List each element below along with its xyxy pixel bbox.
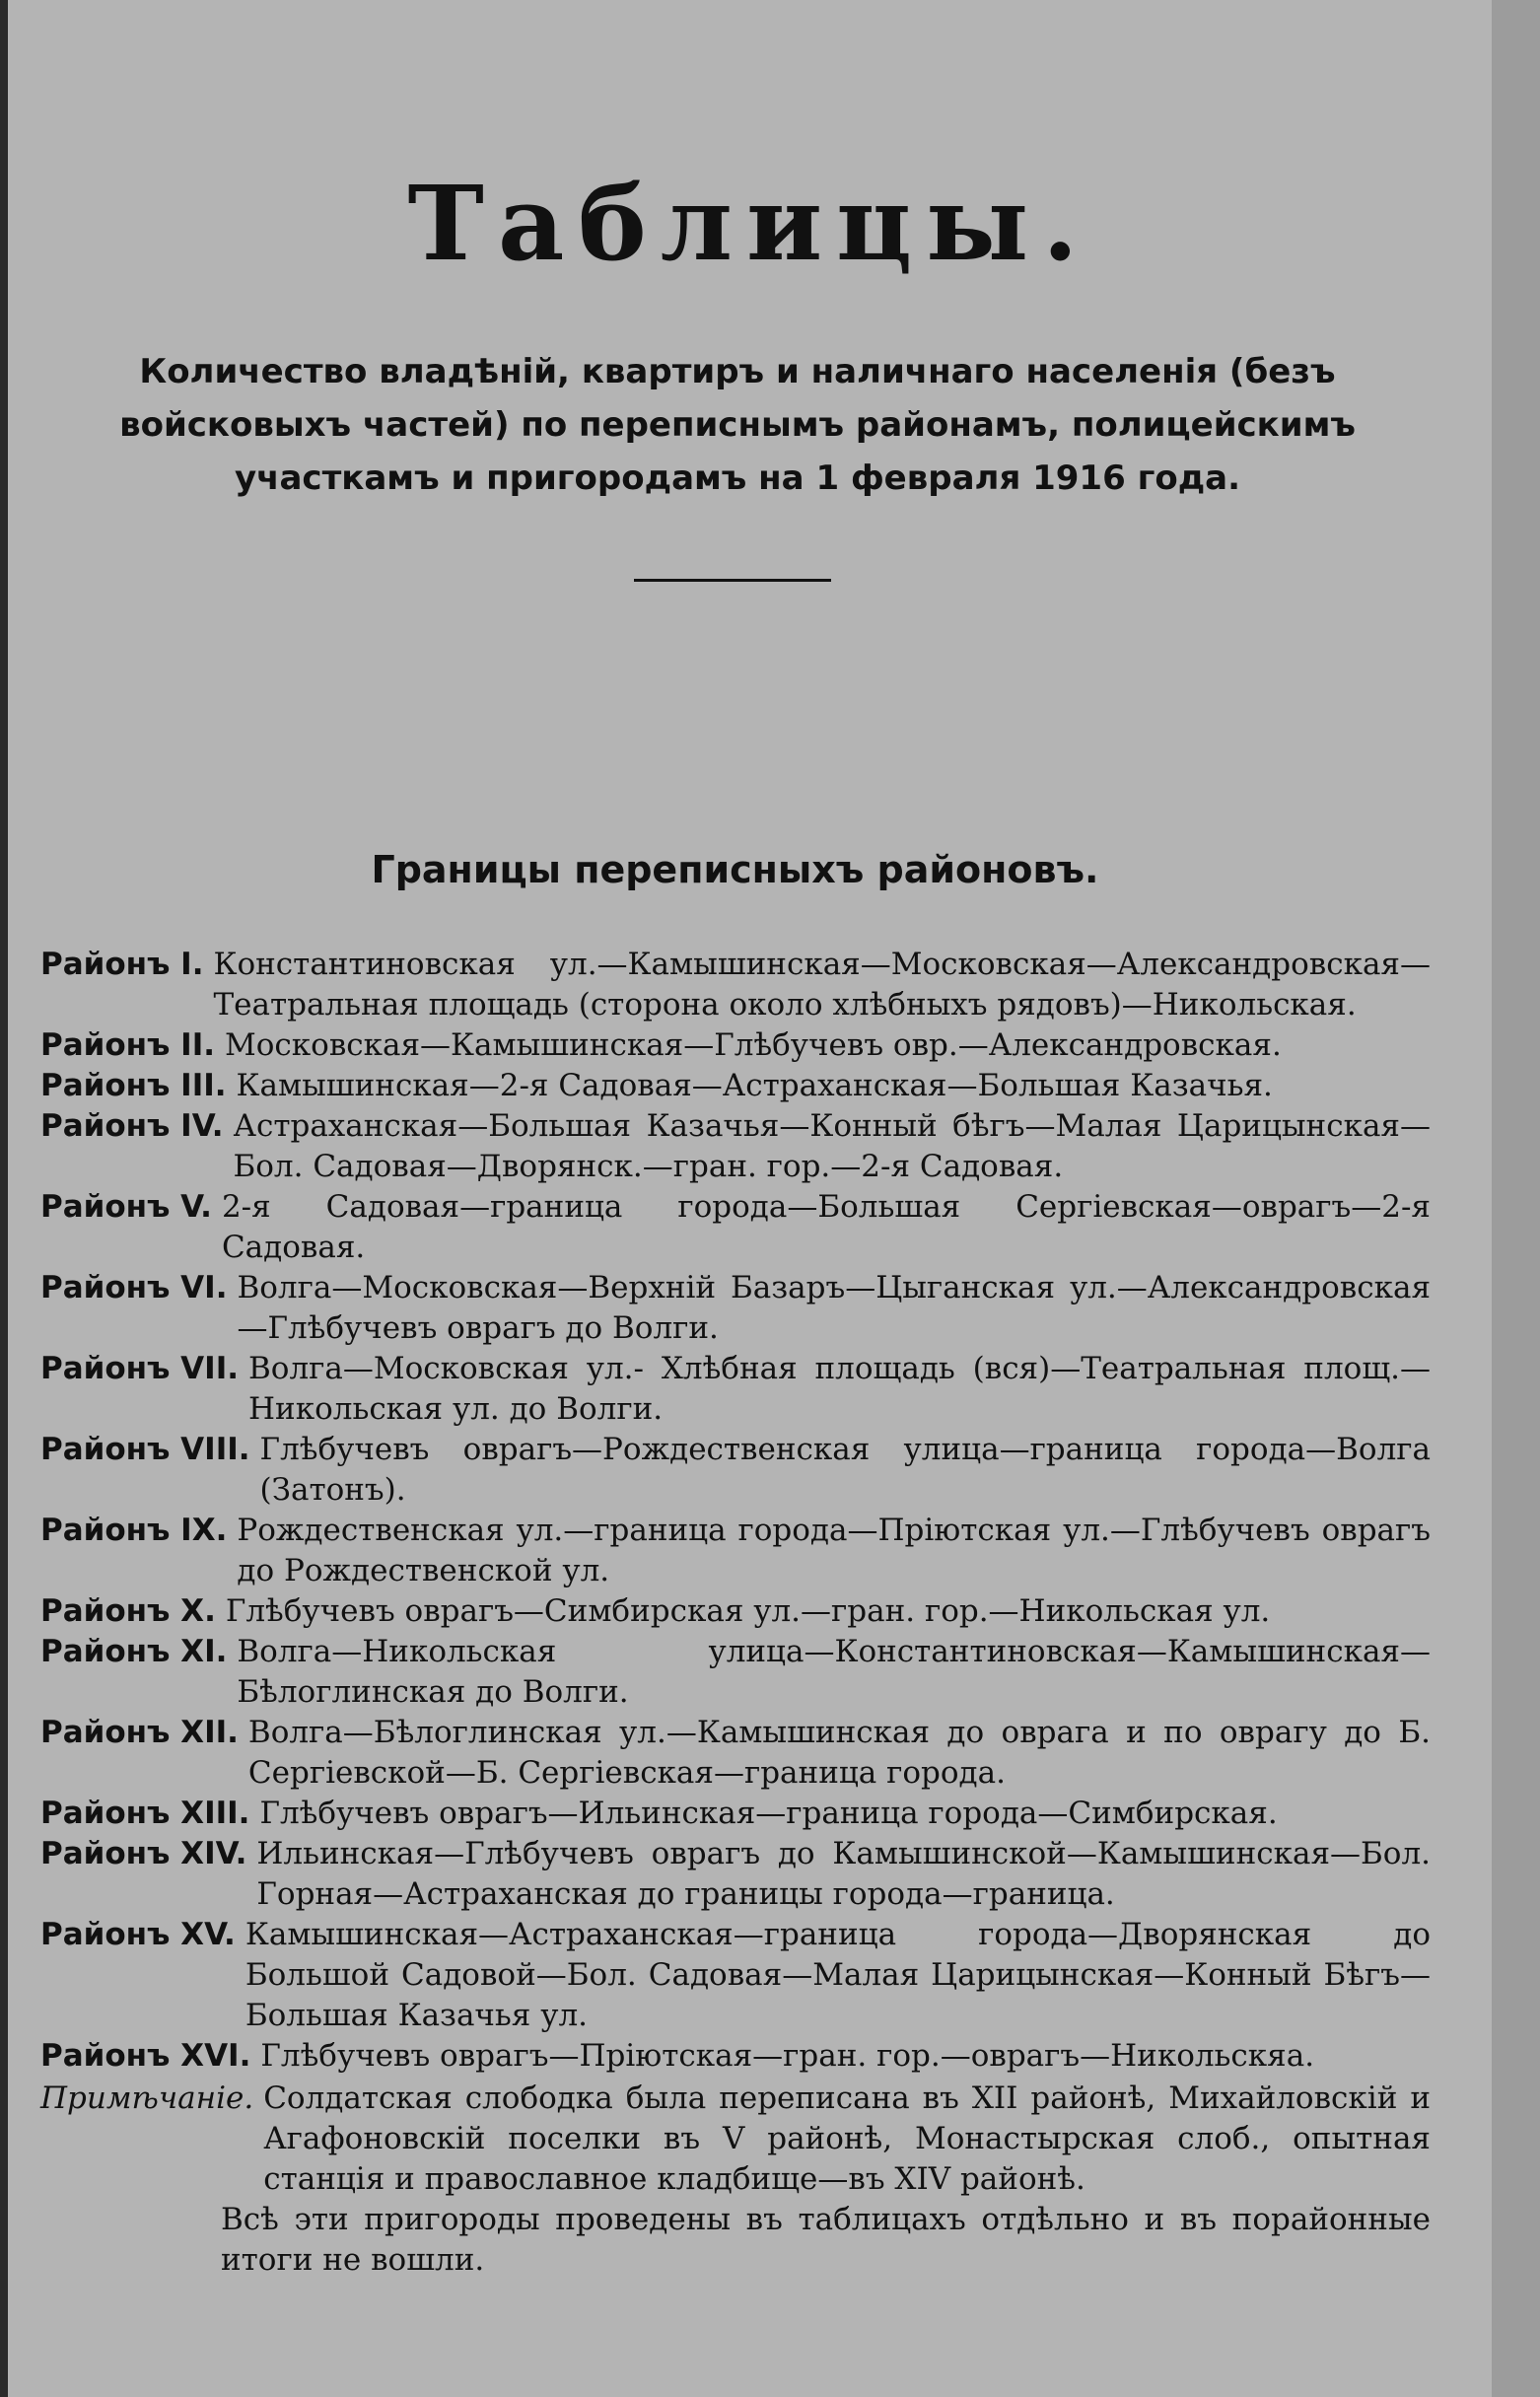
district-label: Районъ V. xyxy=(40,1189,212,1225)
district-boundaries: Ильинская—Глѣбучевъ оврагъ до Камышинской—Камышинская—Бол. Горная—Астраханская до границы города—граница. xyxy=(256,1836,1431,1912)
district-label: Районъ IX. xyxy=(40,1513,228,1548)
district-list xyxy=(40,945,1431,2281)
district-row xyxy=(40,1106,1431,1187)
district-row xyxy=(40,1430,1431,1511)
district-boundaries: Рождественская ул.—граница города—Пріютская ул.—Глѣбучевъ оврагъ до Рождественской ул. xyxy=(237,1513,1431,1588)
footnote-text: Солдатская слободка была переписана въ XII районѣ, Михайловскій и Агафоновскій поселки въ V районѣ, Монастырская слоб., опытная станція и православное кладбище—въ XIV районѣ. xyxy=(263,2080,1431,2197)
district-row xyxy=(40,1915,1431,2036)
page-title: Таблицы. xyxy=(407,163,1092,284)
footnote xyxy=(40,2079,1431,2200)
district-row xyxy=(40,1794,1431,1834)
district-boundaries: Глѣбучевъ оврагъ—Ильинская—граница города—Симбирская. xyxy=(259,1796,1278,1831)
district-label: Районъ III. xyxy=(40,1068,227,1103)
district-row xyxy=(40,1511,1431,1591)
district-boundaries: Волга—Московская ул.- Хлѣбная площадь (вся)—Театральная площ.—Никольская ул. до Волги. xyxy=(248,1351,1431,1427)
district-label: Районъ XII. xyxy=(40,1715,239,1750)
district-label: Районъ XIII. xyxy=(40,1796,250,1831)
district-row xyxy=(40,1632,1431,1713)
district-label: Районъ VIII. xyxy=(40,1432,250,1467)
district-row xyxy=(40,1349,1431,1430)
divider-rule xyxy=(634,579,831,582)
district-label: Районъ II. xyxy=(40,1027,216,1063)
district-row xyxy=(40,2036,1431,2077)
district-label: Районъ VI. xyxy=(40,1270,228,1305)
district-boundaries: 2-я Садовая—граница города—Большая Сергіевская—оврагъ—2-я Садовая. xyxy=(221,1189,1431,1265)
district-row xyxy=(40,1066,1431,1106)
district-boundaries: Глѣбучевъ оврагъ—Рождественская улица—граница города—Волга (Затонъ). xyxy=(259,1432,1431,1508)
district-label: Районъ X. xyxy=(40,1593,216,1629)
footnote-label: Примѣчаніе. xyxy=(40,2080,254,2116)
district-label: Районъ XIV. xyxy=(40,1836,247,1871)
district-boundaries: Волга—Бѣлоглинская ул.—Камышинская до оврага и по оврагу до Б. Сергіевской—Б. Сергіевская—граница города. xyxy=(247,1715,1431,1791)
district-boundaries: Глѣбучевъ оврагъ—Пріютская—гран. гор.—оврагъ—Никольскяа. xyxy=(260,2038,1315,2074)
district-row xyxy=(40,1268,1431,1349)
district-boundaries: Волга—Никольская улица—Константиновская—Камышинская—Бѣлоглинская до Волги. xyxy=(237,1634,1431,1710)
document-page xyxy=(8,0,1492,2397)
district-boundaries: Камышинская—2-я Садовая—Астраханская—Большая Казачья. xyxy=(236,1068,1273,1103)
district-boundaries: Астраханская—Большая Казачья—Конный бѣгъ—Малая Царицынская—Бол. Садовая—Дворянск.—гран. гор.—2-я Садовая. xyxy=(233,1108,1431,1184)
district-label: Районъ XVI. xyxy=(40,2038,251,2074)
district-row xyxy=(40,1591,1431,1632)
district-boundaries: Московская—Камышинская—Глѣбучевъ овр.—Александровская. xyxy=(225,1027,1282,1063)
district-boundaries: Глѣбучевъ оврагъ—Симбирская ул.—гран. гор.—Никольская ул. xyxy=(225,1593,1271,1629)
section-title: Границы переписныхъ районовъ. xyxy=(371,848,1099,891)
district-row xyxy=(40,1187,1431,1268)
footnote-continuation: Всѣ эти пригороды проведены въ таблицахъ отдѣльно и въ порайонные итоги не вошли. xyxy=(221,2202,1431,2278)
district-row xyxy=(40,1713,1431,1794)
district-label: Районъ I. xyxy=(40,947,204,982)
district-label: Районъ VII. xyxy=(40,1351,240,1386)
district-label: Районъ IV. xyxy=(40,1108,224,1144)
district-row xyxy=(40,1025,1431,1066)
district-row xyxy=(40,1834,1431,1915)
district-label: Районъ XV. xyxy=(40,1917,236,1952)
district-label: Районъ XI. xyxy=(40,1634,228,1669)
page-subtitle: Количество владѣній, квартиръ и наличнаго населенія (безъ войсковыхъ частей) по переписнымъ районамъ, полицейскимъ участкамъ и пригородамъ на 1 февраля 1916 года. xyxy=(119,352,1356,498)
scan-edge xyxy=(1492,0,1540,2397)
district-boundaries: Камышинская—Астраханская—граница города—Дворянская до Большой Садовой—Бол. Садовая—Малая Царицынская—Конный Бѣгъ—Большая Казачья ул. xyxy=(245,1917,1431,2033)
district-row xyxy=(40,945,1431,1025)
district-boundaries: Константиновская ул.—Камышинская—Московская—Александровская—Театральная площадь (сторона около хлѣбныхъ рядовъ)—Никольская. xyxy=(213,947,1431,1022)
district-boundaries: Волга—Московская—Верхній Базаръ—Цыганская ул.—Александровская—Глѣбучевъ оврагъ до Волги. xyxy=(237,1270,1431,1346)
